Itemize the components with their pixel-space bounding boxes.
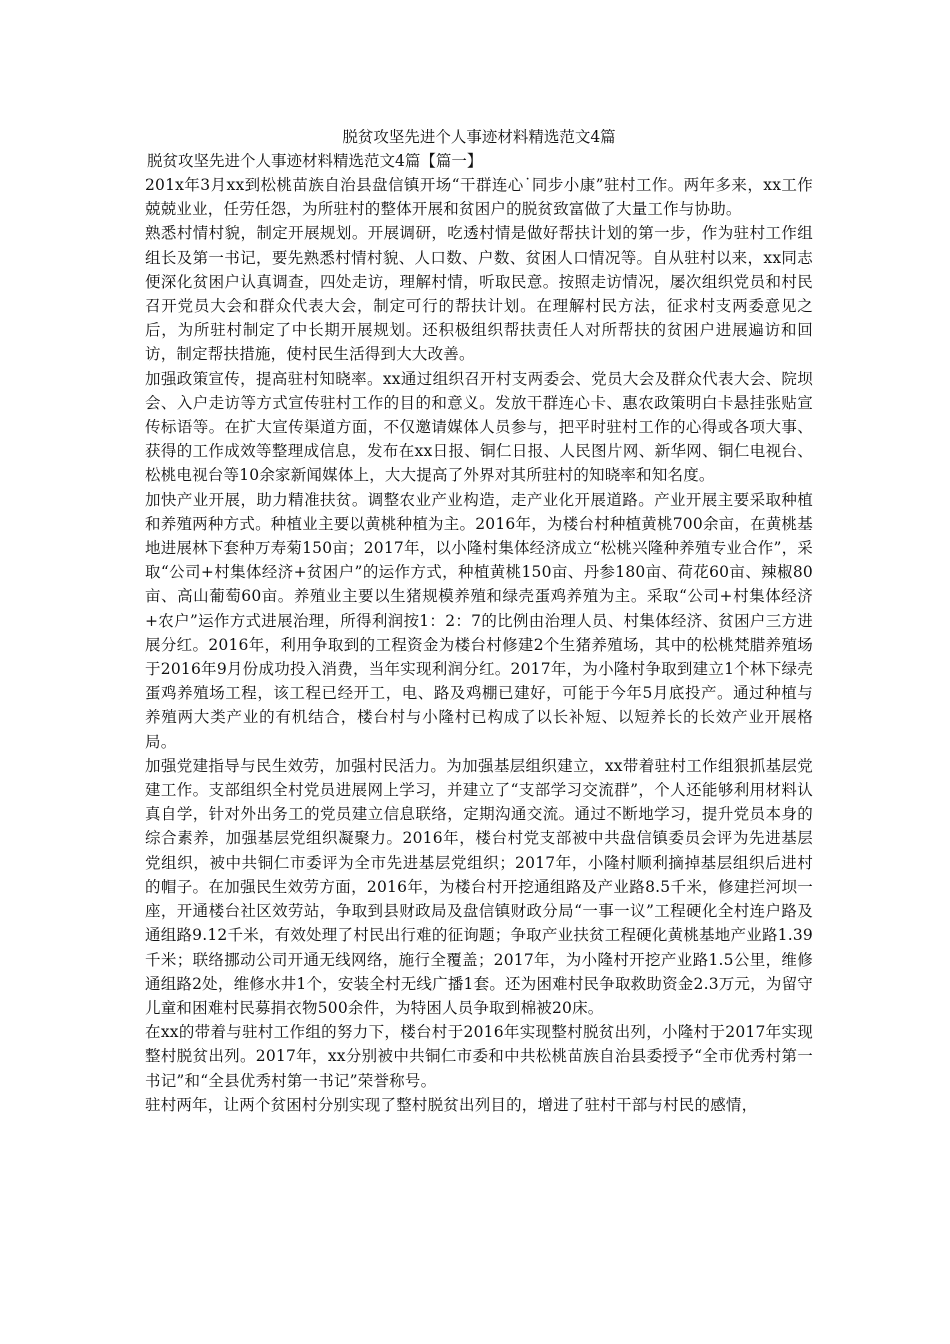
paragraph-village-survey: 熟悉村情村貌，制定开展规划。开展调研，吃透村情是做好帮扶计划的第一步，作为驻村工作组组长及第一书记，要先熟悉村情村貌、人口数、户数、贫困人口情况等。自从驻村以来，xx同志便深化贫困户认真调查，四处走访，理解村情，听取民意。按照走访情况，屡次组织党员和村民召开党员大会和群众代表大会，制定可行的帮扶计划。在理解村民方法，征求村支两委意见之后，为所驻村制定了中长期开展规划。还积极组织帮扶责任人对所帮扶的贫困户进展遍访和回访，制定帮扶措施，使村民生活得到大大改善。 bbox=[145, 224, 813, 364]
paragraph-conclusion: 驻村两年，让两个贫困村分别实现了整村脱贫出列目的，增进了驻村干部与村民的感情， bbox=[145, 1095, 758, 1114]
paragraph-achievements: 在xx的带着与驻村工作组的努力下，楼台村于2016年实现整村脱贫出列，小隆村于2017年实现整村脱贫出列。2017年，xx分别被中共铜仁市委和中共松桃苗族自治县委授予“全市优秀村第一书记”和“全县优秀村第一书记”荣誉称号。 bbox=[145, 1023, 813, 1090]
paragraph-industry-development: 加快产业开展，助力精准扶贫。调整农业产业构造，走产业化开展道路。产业开展主要采取种植和养殖两种方式。种植业主要以黄桃种植为主。2016年，为楼台村种植黄桃700余亩，在黄桃基地进展林下套种万寿菊150亩；2017年，以小隆村集体经济成立“松桃兴隆种养殖专业合作”，采取“公司+村集体经济+贫困户”的运作方式，种植黄桃150亩、丹参180亩、荷花60亩、辣椒80亩、高山葡萄60亩。养殖业主要以生猪规模养殖和绿壳蛋鸡养殖为主。采取“公司+村集体经济+农户”运作方式进展治理，所得利润按1：2：7的比例由治理人员、村集体经济、贫困户三方进展分红。2016年，利用争取到的工程资金为楼台村修建2个生猪养殖场，其中的松桃梵腊养殖场于2016年9月份成功投入消费，当年实现利润分红。2017年，为小隆村争取到建立1个林下绿壳蛋鸡养殖场工程，该工程已经开工，电、路及鸡棚已建好，可能于今年5月底投产。通过种植与养殖两大类产业的有机结合，楼台村与小隆村已构成了以长补短、以短养长的长效产业开展格局。 bbox=[145, 490, 813, 751]
paragraph-policy-publicity: 加强政策宣传，提高驻村知晓率。xx通过组织召开村支两委会、党员大会及群众代表大会、院坝会、入户走访等方式宣传驻村工作的目的和意义。发放干群连心卡、惠农政策明白卡悬挂张贴宣传标语等。在扩大宣传渠道方面，不仅邀请媒体人员参与，把平时驻村工作的心得或各项大事、获得的工作成效等整理成信息，发布在xx日报、铜仁日报、人民图片网、新华网、铜仁电视台、松桃电视台等10余家新闻媒体上，大大提高了外界对其所驻村的知晓率和知名度。 bbox=[145, 369, 813, 485]
document-subtitle: 脱贫攻坚先进个人事迹材料精选范文4篇【篇一】 bbox=[147, 152, 483, 170]
document-title: 脱贫攻坚先进个人事迹材料精选范文4篇 bbox=[342, 128, 616, 146]
paragraph-intro: 201x年3月xx到松桃苗族自治县盘信镇开场“干群连心˙同步小康”驻村工作。两年多来，xx工作兢兢业业，任劳任怨，为所驻村的整体开展和贫困户的脱贫致富做了大量工作与协助。 bbox=[145, 176, 813, 219]
paragraph-party-building: 加强党建指导与民生效劳，加强村民活力。为加强基层组织建立，xx带着驻村工作组狠抓基层党建工作。支部组织全村党员进展网上学习，并建立了“支部学习交流群”，个人还能够利用材料认真自学，针对外出务工的党员建立信息联络，定期沟通交流。通过不断地学习，提升党员本身的综合素养，加强基层党组织凝聚力。2016年，楼台村党支部被中共盘信镇委员会评为先进基层党组织，被中共铜仁市委评为全市先进基层党组织；2017年，小隆村顺利摘掉基层组织后进村的帽子。在加强民生效劳方面，2016年，为楼台村开挖通组路及产业路8.5千米，修建拦河坝一座，开通楼台社区效劳站，争取到县财政局及盘信镇财政分局“一事一议”工程硬化全村连户路及通组路9.12千米，有效处理了村民出行难的征询题；争取产业扶贫工程硬化黄桃基地产业路1.39千米；联络挪动公司开通无线网络，施行全覆盖；2017年，为小隆村开挖产业路1.5公里，维修通组路2处，维修水井1个，安装全村无线广播1套。还为困难村民争取救助资金2.3万元，为留守儿童和困难村民募捐衣物500余件，为特困人员争取到棉被20床。 bbox=[145, 756, 813, 1017]
document-page bbox=[145, 125, 813, 1117]
